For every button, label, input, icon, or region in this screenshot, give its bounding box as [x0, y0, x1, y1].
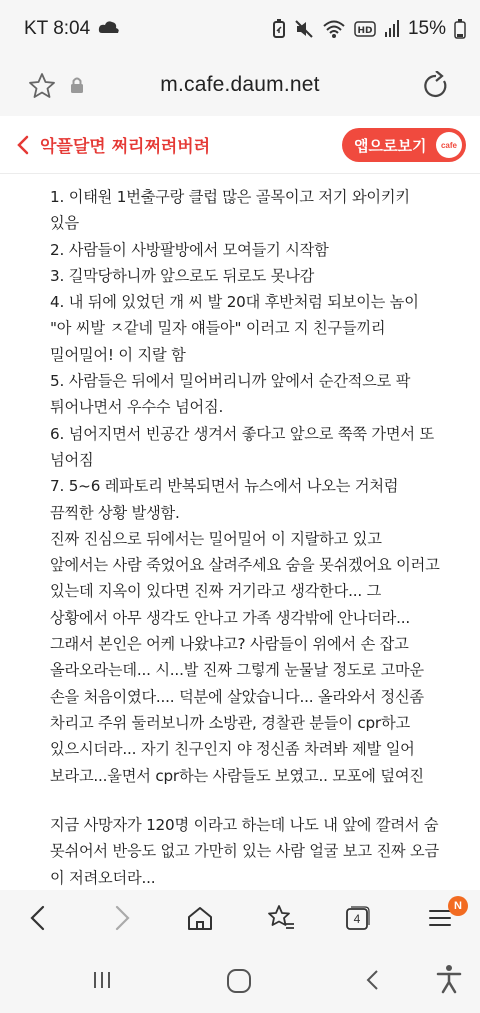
notification-badge: N — [448, 896, 468, 916]
signal-icon — [384, 20, 400, 38]
recents-icon[interactable] — [90, 968, 114, 996]
article-line: 3. 길막당하니까 앞으로도 뒤로도 못나감 — [50, 266, 315, 285]
article-line: 7. 5~6 레파토리 반복되면서 뉴스에서 나오는 거처럼 끔찍한 상황 발생함. — [50, 477, 399, 522]
svg-text:HD: HD — [357, 26, 373, 36]
open-app-label: 앱으로보기 — [354, 136, 427, 155]
battery-saver-icon — [272, 19, 286, 39]
reload-icon[interactable] — [422, 71, 450, 105]
article-line: 2. 사람들이 사방팔방에서 모여들기 시작함 — [50, 240, 329, 259]
open-app-button[interactable] — [342, 128, 466, 162]
forward-icon[interactable] — [112, 904, 132, 936]
system-nav-bar — [0, 948, 480, 1013]
article-body — [50, 184, 442, 834]
bookmarks-icon[interactable] — [266, 904, 296, 936]
carrier-time: KT 8:04 — [24, 18, 91, 39]
article-continued — [50, 812, 442, 890]
status-icons — [272, 18, 466, 40]
home-circle-icon[interactable] — [226, 968, 252, 998]
accessibility-icon[interactable] — [436, 964, 462, 998]
browser-toolbar — [0, 890, 480, 948]
article-line: 1. 이태원 1번출구랑 클럽 많은 골목이고 저기 와이키키 있음 — [50, 188, 410, 233]
hd-icon — [354, 21, 376, 37]
cafe-title[interactable]: 악플달면 쩌리쩌려버려 — [40, 137, 211, 157]
address-bar — [0, 60, 480, 116]
cloud-icon — [98, 19, 120, 41]
mute-icon — [294, 19, 314, 39]
url-text[interactable]: m.cafe.daum.net — [160, 73, 320, 96]
back-arrow-icon[interactable] — [16, 134, 30, 160]
article-line: 5. 사람들은 뒤에서 밀어버리니까 앞에서 순간적으로 팍 튀어나면서 우수수 넘어짐. — [50, 372, 411, 417]
status-bar — [0, 0, 480, 60]
battery-icon — [454, 19, 466, 39]
article-line: 4. 내 뒤에 있었던 개 씨 발 20대 후반처럼 되보이는 놈이 "아 씨발 ㅈ같네 밀자 얘들아" 이러고 지 친구들끼리 밀어밀어! 이 지랄 함 — [50, 293, 419, 364]
tabs-icon[interactable] — [344, 904, 370, 936]
cafe-badge: cafe — [436, 132, 462, 158]
back-chevron-icon[interactable] — [364, 968, 382, 996]
battery-percent: 15% — [407, 18, 446, 39]
home-icon[interactable] — [186, 904, 214, 936]
article-line: 6. 넘어지면서 빈공간 생겨서 좋다고 앞으로 쭉쭉 가면서 또 넘어짐 — [50, 424, 434, 469]
cafe-header — [0, 116, 480, 174]
article-paragraph: 진짜 진심으로 뒤에서는 밀어밀어 이 지랄하고 있고 앞에서는 사람 죽었어요 살려주세요 숨을 못쉬겠어요 이러고 있는데 지옥이 있다면 진짜 거기라고 생각한다... 그 상황에서 아무 생각도 안나고 가족 생각밖에 안나더라... 그래서 본인은 어케 나왔냐고? 사람들이 위에서 손 잡고 올라오라는데... 시...발 진짜 그렇게 눈물날 정도로 고마운 손을 처음이였다.... 덕분에 살았습니다... 올라와서 정신좀 차리고 주위 둘러보니까 소방관, 경찰관 분들이 cpr하고 있으시더라... 자기 친구인지 야 정신좀 차려봐 제발 일어 보라고...울면서 cpr하는 사람들도 보였고.. 모포에 덮여진 — [50, 529, 440, 785]
wifi-icon — [322, 19, 346, 39]
article-continued-text: 지금 사망자가 120명 이라고 하는데 나도 내 앞에 깔려서 숨 못쉬어서 반응도 없고 가만히 있는 사람 얼굴 보고 진짜 오금이 저려오더라... — [50, 816, 439, 887]
tab-count: 4 — [353, 912, 361, 926]
back-icon[interactable] — [28, 904, 48, 936]
